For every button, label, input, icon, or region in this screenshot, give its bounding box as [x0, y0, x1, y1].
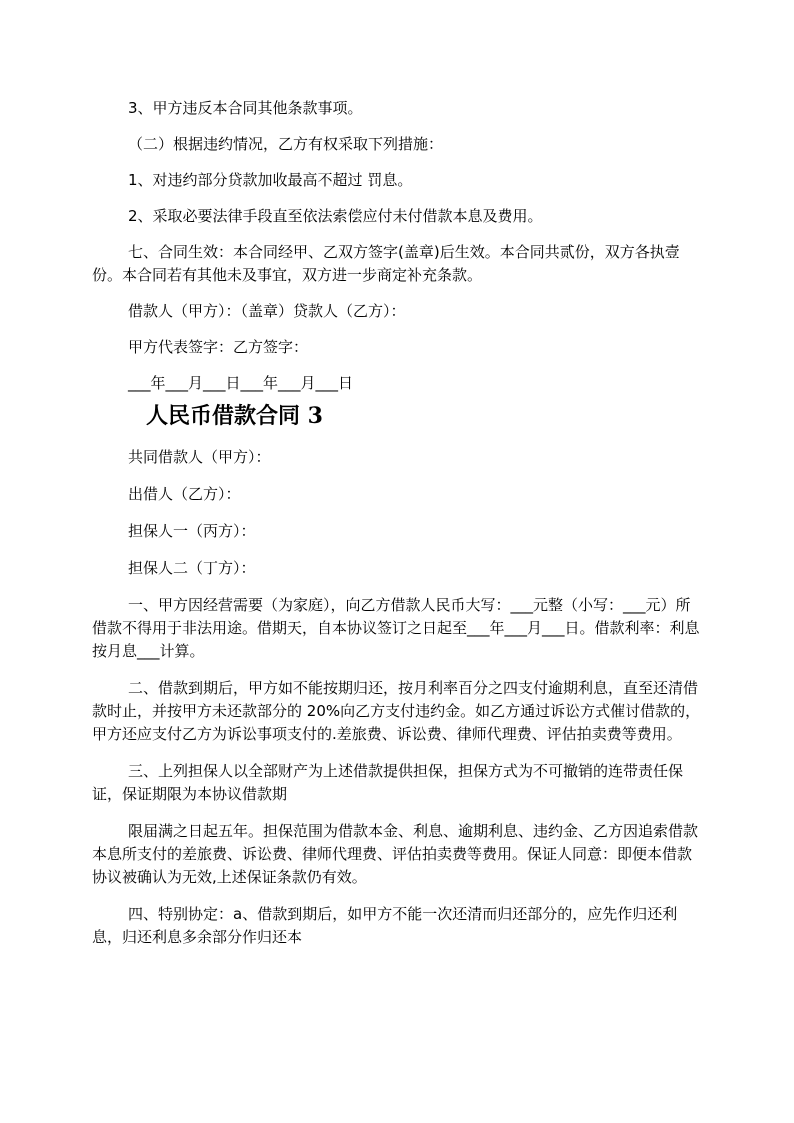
paragraph-signature-dates: ___年___月___日___年___月___日	[128, 374, 354, 392]
paragraph-article-3: 三、上列担保人以全部财产为上述借款提供担保，担保方式为不可撤销的连带责任保证，保证期限为本协议借款期	[92, 762, 684, 803]
paragraph-lender: 出借人（乙方）：	[128, 485, 241, 503]
paragraph-remedy-2: 2、采取必要法律手段直至依法索偿应付未付借款本息及费用。	[128, 207, 543, 225]
paragraph-breach-item-3: 3、甲方违反本合同其他条款事项。	[128, 99, 363, 117]
paragraph-guarantor-two: 担保人二（丁方）：	[128, 559, 256, 577]
paragraph-co-borrower: 共同借款人（甲方）：	[128, 448, 271, 466]
paragraph-representative-signatures: 甲方代表签字：乙方签字：	[128, 338, 309, 356]
paragraph-article-2: 二、借款到期后，甲方如不能按期归还，按月利率百分之四支付逾期利息，直至还清借款时止，并按甲方未还款部分的 20%向乙方支付违约金。如乙方通过诉讼方式催讨借款的，甲方还应支付乙方为诉讼事项支付的.差旅费、诉讼费、律师代理费、评估拍卖费等费用。	[92, 679, 701, 743]
paragraph-guarantor-one: 担保人一（丙方）：	[128, 522, 256, 540]
paragraph-article-3-continued: 限届满之日起五年。担保范围为借款本金、利息、逾期利息、违约金、乙方因追索借款本息所支付的差旅费、诉讼费、律师代理费、评估拍卖费等费用。保证人同意：即便本借款协议被确认为无效,上述保证条款仍有效。	[92, 822, 699, 886]
paragraph-remedies-heading: （二）根据违约情况，乙方有权采取下列措施：	[128, 135, 444, 153]
paragraph-article-4: 四、特别协定：a、借款到期后，如甲方不能一次还清而归还部分的，应先作归还利息，归还利息多余部分作归还本	[92, 905, 678, 946]
paragraph-remedy-1: 1、对违约部分贷款加收最高不超过 罚息。	[128, 171, 413, 189]
contract-title: 人民币借款合同 3	[146, 403, 323, 429]
paragraph-contract-effect: 七、合同生效：本合同经甲、乙双方签字(盖章)后生效。本合同共贰份，双方各执壹份。本合同若有其他未及事宜，双方进一步商定补充条款。	[92, 243, 680, 284]
paragraph-article-1: 一、甲方因经营需要（为家庭），向乙方借款人民币大写：___元整（小写：___元）所借款不得用于非法用途。借期天，自本协议签订之日起至___年___月___日。借款利率：利息按月息___计算。	[92, 596, 700, 660]
paragraph-signature-parties: 借款人（甲方）：（盖章）贷款人（乙方）：	[128, 302, 406, 320]
document-body	[92, 97, 702, 949]
